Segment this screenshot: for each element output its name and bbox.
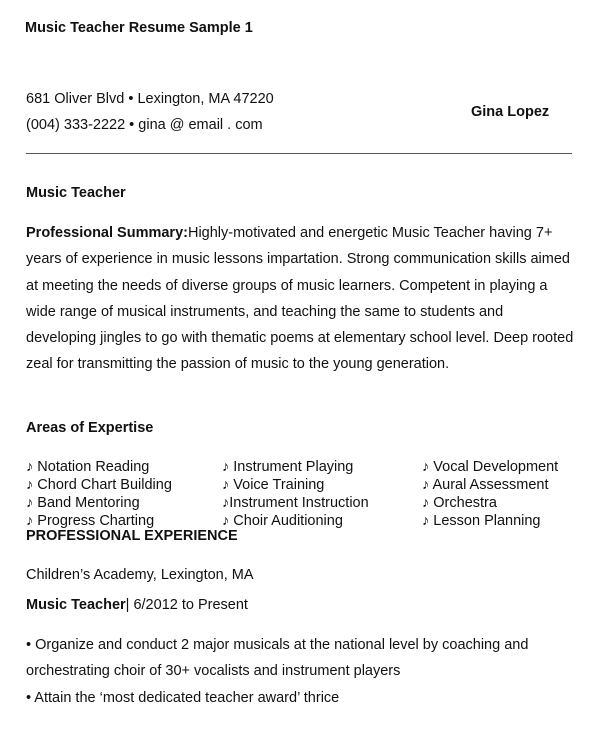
contact-phone-email: (004) 333-2222 • gina @ email . com bbox=[26, 117, 263, 133]
experience-bullet: • Organize and conduct 2 major musicals at the national level by coaching and orchestrating choir of 30+ vocalists and instrument players bbox=[26, 637, 529, 680]
skill-item: ♪ Lesson Planning bbox=[422, 513, 541, 529]
role-title: Music Teacher bbox=[26, 597, 126, 613]
header-divider bbox=[26, 153, 572, 154]
skill-item: ♪ Aural Assessment bbox=[422, 477, 549, 493]
skill-item: ♪ Vocal Development bbox=[422, 459, 559, 475]
summary-label: Professional Summary: bbox=[26, 225, 188, 241]
expertise-heading: Areas of Expertise bbox=[26, 420, 154, 436]
professional-summary bbox=[26, 220, 574, 378]
skill-item: ♪Instrument Instruction bbox=[222, 495, 369, 511]
skill-item: ♪ Progress Charting bbox=[26, 513, 155, 529]
summary-text: Highly-motivated and energetic Music Teacher having 7+ years of experience in music lessons impartation. Strong communication skills aimed at meeting the needs of diverse groups of music learners. Competent in playing a wide range of musical instruments, and teaching the same to students and developing jingles to go with thematic poems at elementary school level. Deep rooted zeal for transmitting the passion of music to the young generation. bbox=[26, 225, 574, 373]
contact-address: 681 Oliver Blvd • Lexington, MA 47220 bbox=[26, 91, 274, 107]
experience-bullet: • Attain the ‘most dedicated teacher award’ thrice bbox=[26, 689, 340, 706]
role-dates: | 6/2012 to Present bbox=[125, 597, 248, 613]
skill-item: ♪ Instrument Playing bbox=[222, 459, 354, 475]
skill-item: ♪ Band Mentoring bbox=[26, 495, 140, 511]
document-title: Music Teacher Resume Sample 1 bbox=[25, 20, 253, 36]
role-line bbox=[26, 597, 248, 613]
skill-item: ♪ Voice Training bbox=[222, 477, 325, 493]
skill-item: ♪ Notation Reading bbox=[26, 459, 150, 475]
experience-bullets bbox=[26, 632, 574, 711]
company-name: Children’s Academy, Lexington, MA bbox=[26, 567, 254, 583]
skill-item: ♪ Choir Auditioning bbox=[222, 513, 343, 529]
experience-heading: PROFESSIONAL EXPERIENCE bbox=[26, 528, 238, 544]
job-title: Music Teacher bbox=[26, 185, 126, 201]
skill-item: ♪ Orchestra bbox=[422, 495, 497, 511]
candidate-name: Gina Lopez bbox=[471, 104, 550, 120]
skill-item: ♪ Chord Chart Building bbox=[26, 477, 172, 493]
